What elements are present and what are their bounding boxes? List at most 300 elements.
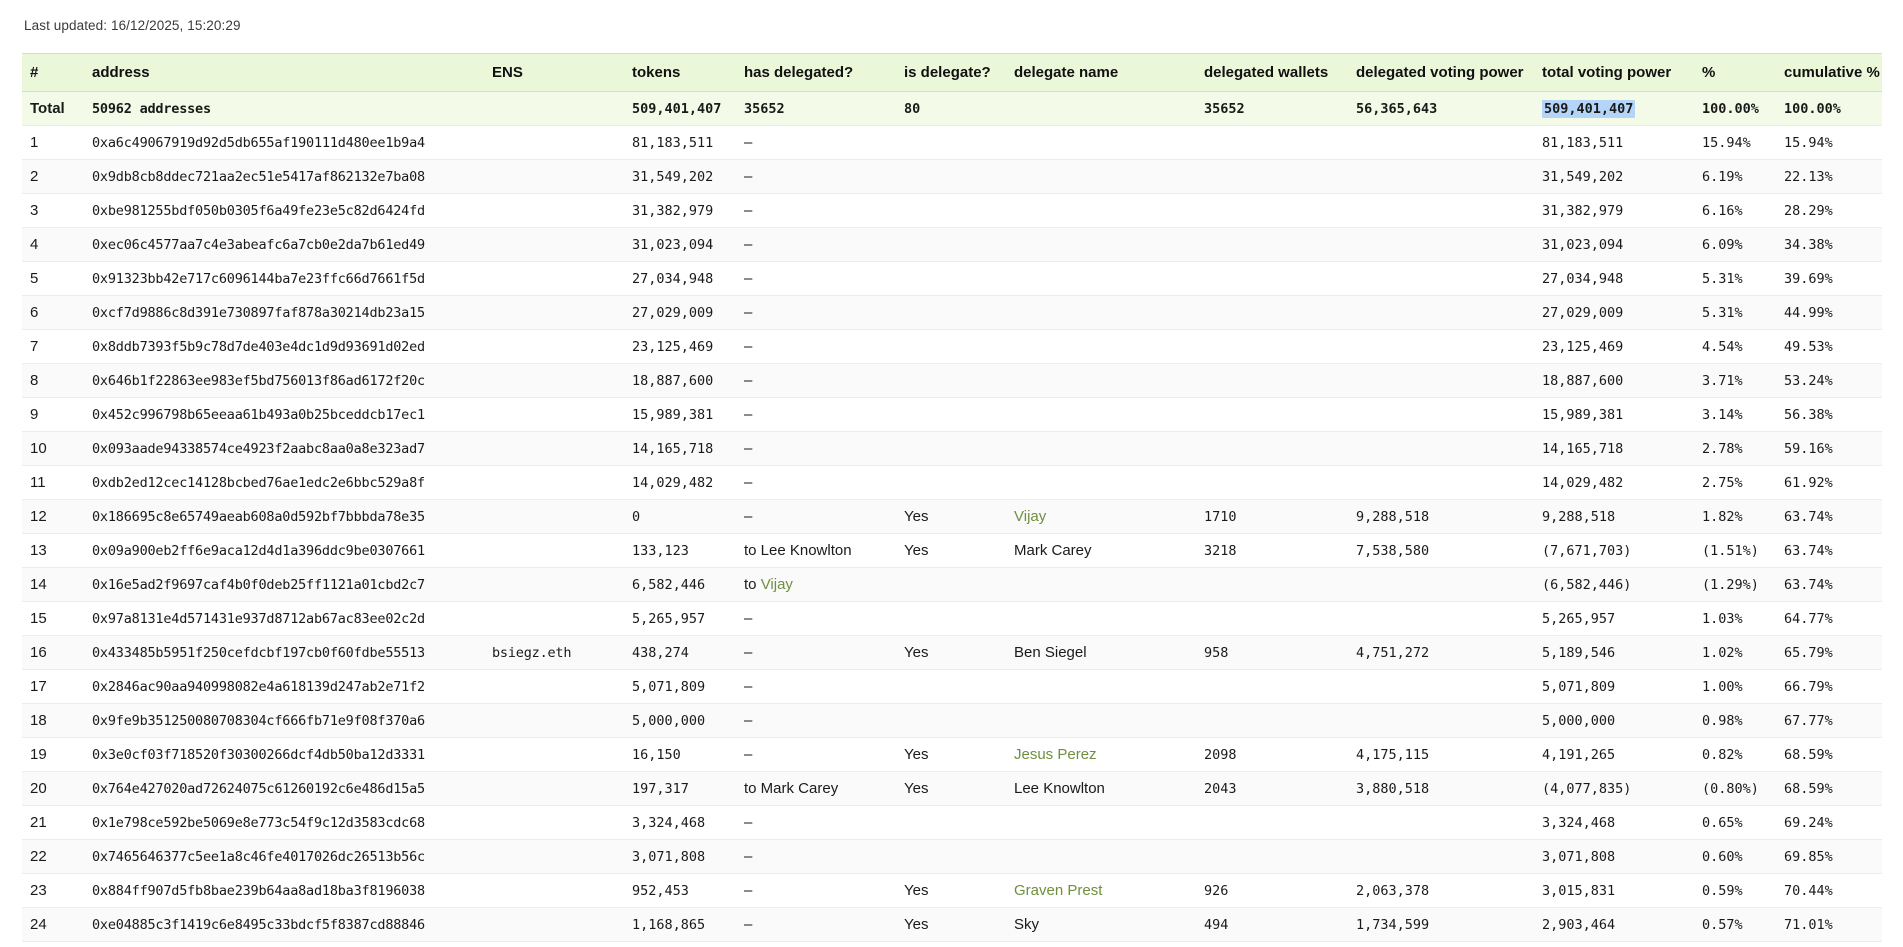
cell-delegate-name: Ben Siegel [1006, 636, 1196, 670]
cell-delegated-voting-power: 1,734,599 [1348, 908, 1534, 942]
cell-tokens: 438,274 [624, 636, 736, 670]
cell-rank: 16 [22, 636, 84, 670]
cell-delegate-name [1006, 704, 1196, 738]
cell-tokens: 31,382,979 [624, 194, 736, 228]
cell-ens [484, 466, 624, 500]
cell-is-delegate: Yes [896, 500, 1006, 534]
total-ens [484, 92, 624, 126]
cell-delegate-name [1006, 194, 1196, 228]
cell-tokens: 14,165,718 [624, 432, 736, 466]
cell-rank: 1 [22, 126, 84, 160]
cell-delegate-name [1006, 602, 1196, 636]
cell-is-delegate [896, 670, 1006, 704]
cell-address[interactable]: 0xbe981255bdf050b0305f6a49fe23e5c82d6424fd [84, 194, 484, 228]
cell-delegate-name [1006, 330, 1196, 364]
cell-delegated-voting-power [1348, 364, 1534, 398]
cell-percent: 0.57% [1694, 908, 1776, 942]
cell-delegate-name-link[interactable]: Jesus Perez [1014, 746, 1097, 763]
cell-percent: 15.94% [1694, 126, 1776, 160]
cell-address[interactable]: 0x764e427020ad72624075c61260192c6e486d15a5 [84, 772, 484, 806]
cell-delegated-wallets: 1710 [1196, 500, 1348, 534]
cell-cumulative-percent: 69.85% [1776, 840, 1882, 874]
cell-address[interactable]: 0x433485b5951f250cefdcbf197cb0f60fdbe55513 [84, 636, 484, 670]
cell-tokens: 31,023,094 [624, 228, 736, 262]
cell-rank: 8 [22, 364, 84, 398]
cell-rank: 9 [22, 398, 84, 432]
cell-percent: (1.51%) [1694, 534, 1776, 568]
cell-ens [484, 330, 624, 364]
cell-delegate-name [1006, 568, 1196, 602]
cell-delegated-voting-power [1348, 398, 1534, 432]
cell-has-delegated: to Mark Carey [736, 772, 896, 806]
column-header-cumulative-percent[interactable]: cumulative % [1776, 54, 1882, 92]
cell-delegate-name-link[interactable]: Graven Prest [1014, 882, 1103, 899]
cell-is-delegate: Yes [896, 908, 1006, 942]
table-row[interactable] [22, 602, 1882, 636]
cell-has-delegated: – [736, 398, 896, 432]
cell-delegated-voting-power: 4,175,115 [1348, 738, 1534, 772]
cell-cumulative-percent: 63.74% [1776, 568, 1882, 602]
cell-address[interactable]: 0x452c996798b65eeaa61b493a0b25bceddcb17ec1 [84, 398, 484, 432]
cell-total-voting-power: 27,029,009 [1534, 296, 1694, 330]
table-body [22, 92, 1882, 942]
table-row[interactable] [22, 330, 1882, 364]
cell-rank: 10 [22, 432, 84, 466]
cell-address[interactable]: 0xcf7d9886c8d391e730897faf878a30214db23a15 [84, 296, 484, 330]
cell-has-delegated: to Vijay [736, 568, 896, 602]
cell-tokens: 16,150 [624, 738, 736, 772]
cell-cumulative-percent: 28.29% [1776, 194, 1882, 228]
table-row[interactable] [22, 500, 1882, 534]
cell-has-delegated: – [736, 874, 896, 908]
cell-percent: 0.98% [1694, 704, 1776, 738]
cell-delegated-voting-power [1348, 228, 1534, 262]
cell-delegated-voting-power [1348, 160, 1534, 194]
cell-is-delegate [896, 568, 1006, 602]
cell-total-voting-power: 23,125,469 [1534, 330, 1694, 364]
cell-ens [484, 126, 624, 160]
cell-ens [484, 568, 624, 602]
cell-ens [484, 364, 624, 398]
cell-delegate-name [1006, 126, 1196, 160]
cell-total-voting-power: 14,165,718 [1534, 432, 1694, 466]
cell-has-delegated: – [736, 840, 896, 874]
cell-delegate-name [1006, 466, 1196, 500]
cell-ens: bsiegz.eth [484, 636, 624, 670]
cell-is-delegate [896, 806, 1006, 840]
cell-rank: 23 [22, 874, 84, 908]
cell-has-delegated: – [736, 636, 896, 670]
cell-has-delegated: – [736, 296, 896, 330]
cell-delegated-voting-power [1348, 262, 1534, 296]
cell-cumulative-percent: 71.01% [1776, 908, 1882, 942]
column-header-is-delegate[interactable]: is delegate? [896, 54, 1006, 92]
cell-delegated-wallets [1196, 160, 1348, 194]
cell-delegated-wallets [1196, 806, 1348, 840]
cell-rank: 20 [22, 772, 84, 806]
total-has-delegated: 35652 [736, 92, 896, 126]
cell-percent: 0.59% [1694, 874, 1776, 908]
table-row[interactable] [22, 296, 1882, 330]
cell-total-voting-power: 5,189,546 [1534, 636, 1694, 670]
cell-ens [484, 908, 624, 942]
cell-delegated-voting-power [1348, 126, 1534, 160]
cell-percent: 5.31% [1694, 262, 1776, 296]
column-header-rank[interactable]: # [22, 54, 84, 92]
cell-delegated-voting-power [1348, 330, 1534, 364]
cell-ens [484, 160, 624, 194]
cell-percent: 6.09% [1694, 228, 1776, 262]
cell-tokens: 81,183,511 [624, 126, 736, 160]
cell-tokens: 197,317 [624, 772, 736, 806]
cell-delegate-name: Sky [1006, 908, 1196, 942]
cell-percent: 6.19% [1694, 160, 1776, 194]
table-row[interactable] [22, 840, 1882, 874]
cell-cumulative-percent: 15.94% [1776, 126, 1882, 160]
table-row[interactable] [22, 568, 1882, 602]
cell-delegated-voting-power [1348, 806, 1534, 840]
cell-ens [484, 874, 624, 908]
cell-total-voting-power: 2,903,464 [1534, 908, 1694, 942]
cell-delegate-name: Mark Carey [1006, 534, 1196, 568]
cell-total-voting-power: 5,265,957 [1534, 602, 1694, 636]
cell-address[interactable]: 0x2846ac90aa940998082e4a618139d247ab2e71f2 [84, 670, 484, 704]
cell-delegate-name [1006, 228, 1196, 262]
table-row[interactable] [22, 636, 1882, 670]
cell-is-delegate [896, 330, 1006, 364]
cell-cumulative-percent: 59.16% [1776, 432, 1882, 466]
cell-address[interactable]: 0x093aade94338574ce4923f2aabc8aa0a8e323ad7 [84, 432, 484, 466]
cell-delegated-voting-power: 7,538,580 [1348, 534, 1534, 568]
cell-rank: 24 [22, 908, 84, 942]
cell-delegated-wallets: 2043 [1196, 772, 1348, 806]
column-header-ens[interactable]: ENS [484, 54, 624, 92]
cell-address[interactable]: 0x97a8131e4d571431e937d8712ab67ac83ee02c2d [84, 602, 484, 636]
cell-has-delegated: – [736, 738, 896, 772]
cell-total-voting-power: 14,029,482 [1534, 466, 1694, 500]
cell-rank: 4 [22, 228, 84, 262]
total-is-delegate: 80 [896, 92, 1006, 126]
cell-address[interactable]: 0x646b1f22863ee983ef5bd756013f86ad6172f20c [84, 364, 484, 398]
cell-address[interactable]: 0x8ddb7393f5b9c78d7de403e4dc1d9d93691d02ed [84, 330, 484, 364]
total-label: Total [22, 92, 84, 126]
cell-has-delegated: – [736, 228, 896, 262]
cell-address[interactable]: 0x7465646377c5ee1a8c46fe4017026dc26513b56c [84, 840, 484, 874]
table-row[interactable] [22, 534, 1882, 568]
cell-rank: 19 [22, 738, 84, 772]
cell-is-delegate: Yes [896, 738, 1006, 772]
cell-rank: 14 [22, 568, 84, 602]
cell-tokens: 27,029,009 [624, 296, 736, 330]
cell-delegated-voting-power [1348, 704, 1534, 738]
cell-delegated-voting-power [1348, 602, 1534, 636]
cell-is-delegate: Yes [896, 636, 1006, 670]
cell-rank: 7 [22, 330, 84, 364]
cell-delegated-voting-power [1348, 296, 1534, 330]
cell-delegated-wallets [1196, 602, 1348, 636]
total-cumulative-percent: 100.00% [1776, 92, 1882, 126]
cell-rank: 2 [22, 160, 84, 194]
cell-total-voting-power: 3,324,468 [1534, 806, 1694, 840]
cell-ens [484, 398, 624, 432]
cell-delegated-wallets [1196, 432, 1348, 466]
cell-rank: 22 [22, 840, 84, 874]
cell-ens [484, 194, 624, 228]
cell-is-delegate [896, 840, 1006, 874]
cell-cumulative-percent: 63.74% [1776, 534, 1882, 568]
table-row[interactable] [22, 364, 1882, 398]
cell-percent: 1.02% [1694, 636, 1776, 670]
cell-total-voting-power: 15,989,381 [1534, 398, 1694, 432]
table-row[interactable] [22, 466, 1882, 500]
cell-is-delegate [896, 704, 1006, 738]
cell-cumulative-percent: 64.77% [1776, 602, 1882, 636]
total-address-count: 50962 addresses [84, 92, 484, 126]
cell-cumulative-percent: 22.13% [1776, 160, 1882, 194]
cell-has-delegated: – [736, 364, 896, 398]
cell-delegated-wallets [1196, 296, 1348, 330]
cell-delegated-wallets [1196, 670, 1348, 704]
cell-cumulative-percent: 69.24% [1776, 806, 1882, 840]
table-row[interactable] [22, 772, 1882, 806]
cell-delegated-wallets [1196, 194, 1348, 228]
cell-address[interactable]: 0x09a900eb2ff6e9aca12d4d1a396ddc9be0307661 [84, 534, 484, 568]
cell-has-delegated: – [736, 670, 896, 704]
cell-cumulative-percent: 70.44% [1776, 874, 1882, 908]
total-voting-power[interactable] [1534, 92, 1694, 126]
cell-total-voting-power: 81,183,511 [1534, 126, 1694, 160]
selected-value: 509,401,407 [1544, 100, 1634, 117]
cell-delegated-wallets [1196, 568, 1348, 602]
cell-delegate-name [1006, 296, 1196, 330]
cell-delegated-voting-power: 2,063,378 [1348, 874, 1534, 908]
cell-delegated-wallets: 3218 [1196, 534, 1348, 568]
cell-has-delegated: – [736, 262, 896, 296]
cell-rank: 18 [22, 704, 84, 738]
cell-is-delegate [896, 160, 1006, 194]
cell-has-delegated: – [736, 160, 896, 194]
cell-rank: 11 [22, 466, 84, 500]
column-header-total-voting-power[interactable]: total voting power [1534, 54, 1694, 92]
cell-has-delegated: – [736, 704, 896, 738]
cell-delegate-name: Lee Knowlton [1006, 772, 1196, 806]
table-row[interactable] [22, 126, 1882, 160]
cell-cumulative-percent: 61.92% [1776, 466, 1882, 500]
cell-delegate-name [1006, 500, 1196, 534]
table-row[interactable] [22, 262, 1882, 296]
cell-cumulative-percent: 44.99% [1776, 296, 1882, 330]
cell-delegated-wallets: 926 [1196, 874, 1348, 908]
cell-is-delegate [896, 364, 1006, 398]
cell-ens [484, 500, 624, 534]
cell-percent: 3.71% [1694, 364, 1776, 398]
cell-percent: 0.82% [1694, 738, 1776, 772]
cell-tokens: 15,989,381 [624, 398, 736, 432]
table-row[interactable] [22, 432, 1882, 466]
cell-is-delegate [896, 602, 1006, 636]
cell-total-voting-power: 5,000,000 [1534, 704, 1694, 738]
cell-percent: 3.14% [1694, 398, 1776, 432]
cell-cumulative-percent: 63.74% [1776, 500, 1882, 534]
cell-delegate-name [1006, 160, 1196, 194]
table-row[interactable] [22, 398, 1882, 432]
cell-has-delegated-link[interactable]: Vijay [760, 576, 793, 593]
cell-delegated-voting-power [1348, 670, 1534, 704]
cell-address[interactable]: 0x16e5ad2f9697caf4b0f0deb25ff1121a01cbd2c7 [84, 568, 484, 602]
cell-delegated-voting-power: 3,880,518 [1348, 772, 1534, 806]
cell-delegate-name-link[interactable]: Vijay [1014, 508, 1047, 525]
cell-has-delegated: – [736, 466, 896, 500]
cell-total-voting-power: 3,071,808 [1534, 840, 1694, 874]
cell-tokens: 31,549,202 [624, 160, 736, 194]
cell-rank: 12 [22, 500, 84, 534]
cell-delegate-name [1006, 262, 1196, 296]
table-row[interactable] [22, 908, 1882, 942]
cell-percent: 6.16% [1694, 194, 1776, 228]
cell-delegated-voting-power [1348, 432, 1534, 466]
cell-cumulative-percent: 66.79% [1776, 670, 1882, 704]
cell-ens [484, 772, 624, 806]
cell-address[interactable]: 0x884ff907d5fb8bae239b64aa8ad18ba3f8196038 [84, 874, 484, 908]
table-row[interactable] [22, 228, 1882, 262]
cell-delegated-voting-power: 4,751,272 [1348, 636, 1534, 670]
column-header-delegated-voting-power[interactable]: delegated voting power [1348, 54, 1534, 92]
cell-address[interactable]: 0x186695c8e65749aeab608a0d592bf7bbbda78e35 [84, 500, 484, 534]
cell-delegated-wallets: 494 [1196, 908, 1348, 942]
column-header-has-delegated[interactable]: has delegated? [736, 54, 896, 92]
cell-is-delegate: Yes [896, 772, 1006, 806]
column-header-percent[interactable]: % [1694, 54, 1776, 92]
cell-is-delegate [896, 126, 1006, 160]
total-percent: 100.00% [1694, 92, 1776, 126]
cell-delegated-wallets [1196, 398, 1348, 432]
table-row[interactable] [22, 194, 1882, 228]
cell-cumulative-percent: 53.24% [1776, 364, 1882, 398]
cell-total-voting-power: 4,191,265 [1534, 738, 1694, 772]
cell-delegated-wallets [1196, 262, 1348, 296]
cell-cumulative-percent: 68.59% [1776, 772, 1882, 806]
cell-tokens: 23,125,469 [624, 330, 736, 364]
cell-delegated-wallets [1196, 840, 1348, 874]
cell-rank: 3 [22, 194, 84, 228]
cell-total-voting-power: (6,582,446) [1534, 568, 1694, 602]
table-row[interactable] [22, 874, 1882, 908]
cell-cumulative-percent: 56.38% [1776, 398, 1882, 432]
cell-tokens: 952,453 [624, 874, 736, 908]
cell-has-delegated: – [736, 908, 896, 942]
total-delegated-voting-power: 56,365,643 [1348, 92, 1534, 126]
cell-percent: 1.00% [1694, 670, 1776, 704]
cell-ens [484, 228, 624, 262]
cell-address[interactable]: 0x1e798ce592be5069e8e773c54f9c12d3583cdc68 [84, 806, 484, 840]
cell-ens [484, 670, 624, 704]
cell-percent: 1.82% [1694, 500, 1776, 534]
cell-has-delegated: – [736, 194, 896, 228]
cell-has-delegated: – [736, 602, 896, 636]
column-header-delegated-wallets[interactable]: delegated wallets [1196, 54, 1348, 92]
last-updated-label: Last updated: 16/12/2025, 15:20:29 [24, 18, 241, 33]
cell-delegate-name [1006, 738, 1196, 772]
cell-delegate-name [1006, 874, 1196, 908]
cell-rank: 5 [22, 262, 84, 296]
cell-cumulative-percent: 39.69% [1776, 262, 1882, 296]
cell-tokens: 1,168,865 [624, 908, 736, 942]
column-header-address[interactable]: address [84, 54, 484, 92]
cell-ens [484, 704, 624, 738]
cell-address[interactable]: 0x91323bb42e717c6096144ba7e23ffc66d7661f5d [84, 262, 484, 296]
cell-is-delegate [896, 432, 1006, 466]
cell-rank: 6 [22, 296, 84, 330]
cell-total-voting-power: 31,023,094 [1534, 228, 1694, 262]
cell-delegated-voting-power [1348, 568, 1534, 602]
table-header [22, 54, 1882, 92]
cell-delegated-wallets [1196, 228, 1348, 262]
cell-delegated-voting-power: 9,288,518 [1348, 500, 1534, 534]
cell-ens [484, 262, 624, 296]
cell-has-delegated: – [736, 500, 896, 534]
cell-is-delegate [896, 262, 1006, 296]
cell-total-voting-power: 9,288,518 [1534, 500, 1694, 534]
cell-has-delegated: to Lee Knowlton [736, 534, 896, 568]
cell-rank: 17 [22, 670, 84, 704]
cell-ens [484, 806, 624, 840]
cell-delegate-name [1006, 364, 1196, 398]
cell-delegate-name [1006, 398, 1196, 432]
total-tokens: 509,401,407 [624, 92, 736, 126]
column-header-tokens[interactable]: tokens [624, 54, 736, 92]
cell-delegated-wallets: 2098 [1196, 738, 1348, 772]
table-row[interactable] [22, 704, 1882, 738]
cell-ens [484, 738, 624, 772]
cell-tokens: 3,071,808 [624, 840, 736, 874]
cell-delegated-wallets [1196, 364, 1348, 398]
cell-address[interactable]: 0x3e0cf03f718520f30300266dcf4db50ba12d3331 [84, 738, 484, 772]
table-row[interactable] [22, 160, 1882, 194]
table-row[interactable] [22, 670, 1882, 704]
cell-address[interactable]: 0xe04885c3f1419c6e8495c33bdcf5f8387cd88846 [84, 908, 484, 942]
cell-percent: 5.31% [1694, 296, 1776, 330]
cell-is-delegate [896, 228, 1006, 262]
cell-is-delegate [896, 194, 1006, 228]
table-row[interactable] [22, 738, 1882, 772]
cell-percent: 1.03% [1694, 602, 1776, 636]
cell-percent: (1.29%) [1694, 568, 1776, 602]
cell-address[interactable]: 0xdb2ed12cec14128bcbed76ae1edc2e6bbc529a8f [84, 466, 484, 500]
cell-cumulative-percent: 34.38% [1776, 228, 1882, 262]
cell-has-delegated: – [736, 806, 896, 840]
cell-percent: 2.75% [1694, 466, 1776, 500]
cell-address[interactable]: 0xa6c49067919d92d5db655af190111d480ee1b9a4 [84, 126, 484, 160]
cell-ens [484, 602, 624, 636]
cell-tokens: 6,582,446 [624, 568, 736, 602]
table-row[interactable] [22, 806, 1882, 840]
cell-rank: 21 [22, 806, 84, 840]
cell-address[interactable]: 0x9db8cb8ddec721aa2ec51e5417af862132e7ba08 [84, 160, 484, 194]
cell-percent: (0.80%) [1694, 772, 1776, 806]
total-delegated-wallets: 35652 [1196, 92, 1348, 126]
cell-address[interactable]: 0xec06c4577aa7c4e3abeafc6a7cb0e2da7b61ed49 [84, 228, 484, 262]
cell-is-delegate [896, 466, 1006, 500]
cell-delegated-wallets [1196, 704, 1348, 738]
cell-tokens: 5,265,957 [624, 602, 736, 636]
cell-percent: 0.65% [1694, 806, 1776, 840]
cell-total-voting-power: 18,887,600 [1534, 364, 1694, 398]
cell-address[interactable]: 0x9fe9b351250080708304cf666fb71e9f08f370a6 [84, 704, 484, 738]
cell-tokens: 5,071,809 [624, 670, 736, 704]
cell-rank: 13 [22, 534, 84, 568]
cell-cumulative-percent: 68.59% [1776, 738, 1882, 772]
column-header-delegate-name[interactable]: delegate name [1006, 54, 1196, 92]
